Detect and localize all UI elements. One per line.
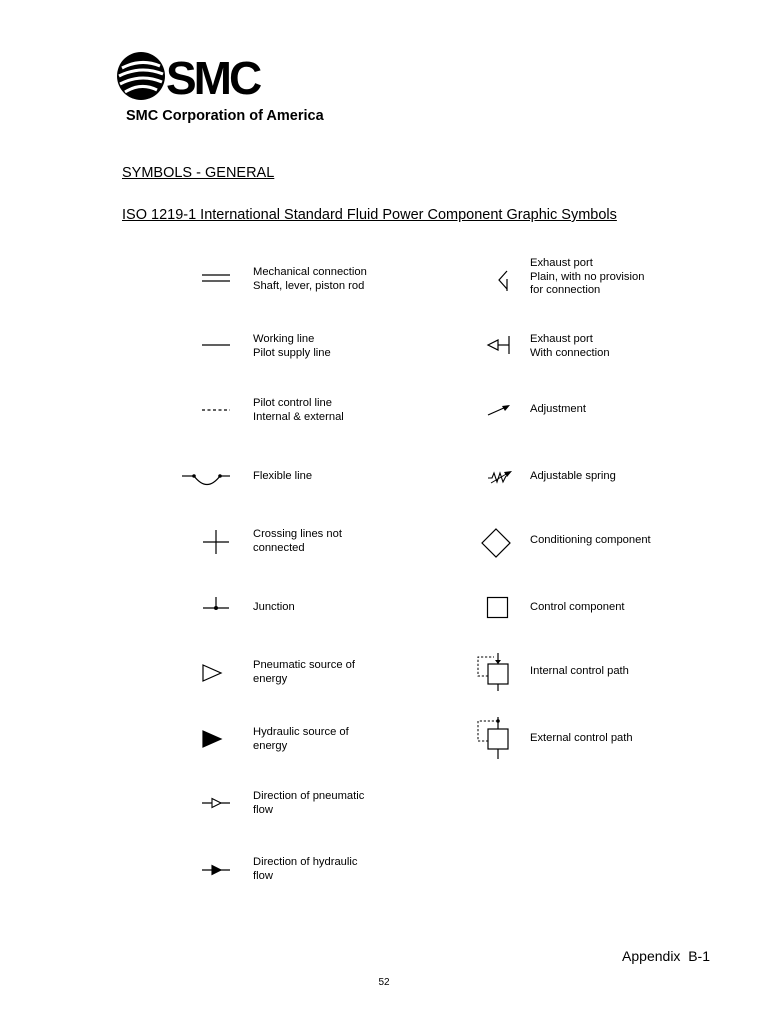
exhaust-port-connection-icon — [484, 334, 514, 356]
internal-control-path-icon — [474, 652, 514, 692]
left-label-3: Pilot control line Internal & external — [253, 397, 344, 423]
right-label-2: Exhaust port With connection — [530, 333, 610, 359]
left-label-9: Direction of pneumatic flow — [253, 790, 365, 816]
smc-logo — [116, 50, 266, 102]
crossing-lines-icon — [200, 529, 232, 555]
smc-logo-emblem — [117, 52, 165, 100]
adjustable-spring-icon — [486, 468, 514, 484]
hydraulic-flow-direction-icon — [200, 863, 232, 877]
left-label-2: Working line Pilot supply line — [253, 333, 331, 359]
exhaust-port-plain-icon — [494, 268, 512, 292]
flexible-line-icon — [180, 467, 232, 489]
page-number: 52 — [378, 977, 390, 988]
svg-text:SMC: SMC — [166, 52, 260, 104]
section-title: SYMBOLS - GENERAL — [122, 165, 275, 181]
left-label-6: Junction — [253, 601, 295, 613]
right-label-7: Internal control path — [530, 665, 629, 677]
left-label-10: Direction of hydraulic flow — [253, 856, 358, 882]
appendix-label: Appendix B-1 — [622, 948, 710, 964]
right-label-3: Adjustment — [530, 403, 586, 415]
left-label-5: Crossing lines not connected — [253, 528, 342, 554]
hydraulic-source-icon — [200, 729, 224, 749]
right-label-8: External control path — [530, 732, 633, 744]
page-subtitle: ISO 1219-1 International Standard Fluid Power Component Graphic Symbols — [122, 207, 617, 223]
right-label-6: Control component — [530, 601, 625, 613]
company-name: SMC Corporation of America — [126, 108, 324, 124]
pilot-control-line-icon — [200, 405, 232, 415]
left-label-4: Flexible line — [253, 470, 313, 482]
left-label-7: Pneumatic source of energy — [253, 659, 355, 685]
left-label-1: Mechanical connection Shaft, lever, piston rod — [253, 266, 367, 292]
pneumatic-flow-direction-icon — [200, 796, 232, 810]
mechanical-connection-icon — [200, 272, 232, 284]
pneumatic-source-icon — [200, 663, 224, 683]
adjustment-icon — [486, 402, 512, 418]
left-label-8: Hydraulic source of energy — [253, 726, 349, 752]
control-component-icon — [486, 596, 510, 620]
right-label-4: Adjustable spring — [530, 470, 616, 482]
right-label-1: Exhaust port Plain, with no provision for connection — [530, 257, 645, 297]
external-control-path-icon — [474, 716, 514, 760]
junction-icon — [200, 596, 232, 612]
conditioning-component-icon — [480, 527, 512, 559]
right-label-5: Conditioning component — [530, 534, 651, 546]
working-line-icon — [200, 340, 232, 350]
